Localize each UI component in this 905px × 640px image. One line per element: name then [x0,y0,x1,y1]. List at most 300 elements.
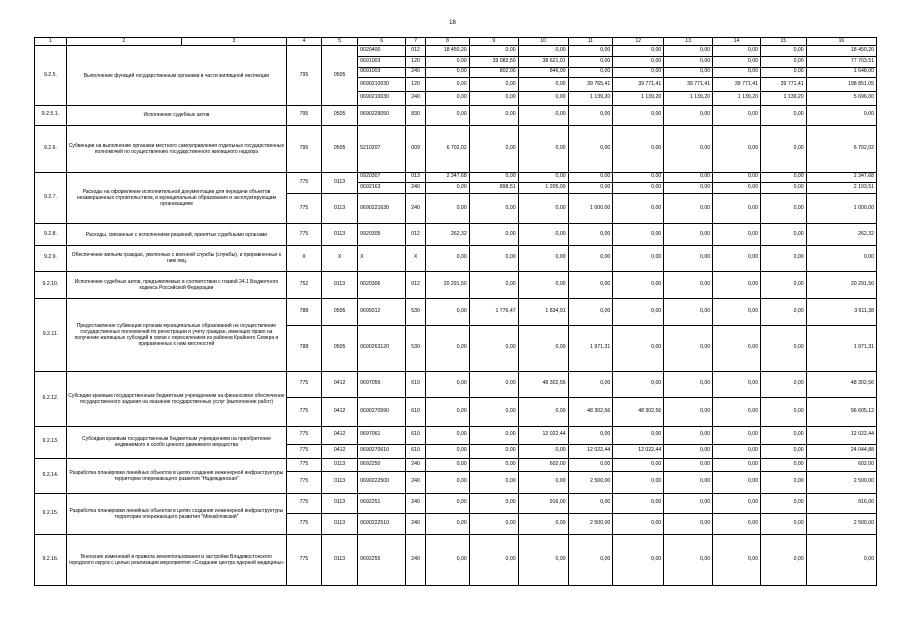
amount-cell: 0,00 [469,78,518,92]
amount-cell: 1 971,31 [568,326,613,372]
amount-cell: 0,00 [426,534,470,585]
table-row [35,172,877,183]
amount-cell: 0,00 [426,458,470,472]
amount-cell: 0,00 [469,472,518,493]
kbk-code-cell: 0020306 [358,272,406,298]
amount-cell: 0,00 [760,183,806,194]
amount-cell: 39 771,41 [664,78,713,92]
amount-cell: 0,00 [568,125,613,172]
ministry-code-cell: 795 [286,105,321,125]
item-number-cell: 9.2.5. [35,46,67,105]
amount-cell: 0,00 [568,105,613,125]
kbk-code-cell: 0690222500 [358,472,406,493]
amount-cell: 0,00 [713,371,761,397]
expense-type-cell: 610 [406,444,426,458]
amount-cell: 39 771,41 [760,78,806,92]
amount-cell: 0,00 [426,398,470,427]
expense-type-cell: 240 [406,67,426,78]
amount-cell: 6 702,02 [426,125,470,172]
expense-type-cell: 240 [406,183,426,194]
amount-cell: 96 605,12 [806,398,876,427]
amount-cell: 0,00 [568,57,613,68]
amount-cell: 0,00 [469,398,518,427]
amount-cell: 1 648,00 [806,67,876,78]
amount-cell: 0,00 [469,46,518,57]
amount-cell: 0,00 [713,67,761,78]
amount-cell: 0,00 [469,272,518,298]
amount-cell: 0,00 [806,105,876,125]
amount-cell: 0,00 [469,534,518,585]
amount-cell: 0,00 [664,105,713,125]
amount-cell: 0,00 [469,105,518,125]
amount-cell: 0,00 [426,245,470,271]
amount-cell: 0,00 [664,193,713,224]
expense-type-cell: 240 [406,534,426,585]
page-number: 18 [449,20,456,26]
amount-cell: 0,00 [568,46,613,57]
amount-cell: 0,00 [568,245,613,271]
amount-cell: 0,00 [613,46,664,57]
amount-cell: 0,00 [426,472,470,493]
item-description-cell: Исполнение судебных актов [66,105,286,125]
amount-cell: 1 971,31 [806,326,876,372]
amount-cell: 846,00 [518,67,568,78]
amount-cell: 0,00 [664,183,713,194]
amount-cell: 0,00 [664,534,713,585]
amount-cell: 0,00 [568,272,613,298]
amount-cell: 0,00 [664,57,713,68]
amount-cell: 0,00 [518,224,568,245]
header-cell: 3 [181,38,286,46]
amount-cell: 1 000,00 [806,193,876,224]
amount-cell: 0,00 [568,224,613,245]
item-description-cell: Расходы, связанные с исполнением решений, принятых судебными органами [66,224,286,245]
amount-cell: 0,00 [518,472,568,493]
amount-cell: 0,00 [664,444,713,458]
amount-cell: 77 703,51 [806,57,876,68]
expense-type-cell: 240 [406,92,426,106]
header-row [35,38,877,46]
amount-cell: 2 500,00 [568,513,613,534]
amount-cell: 2 103,51 [806,183,876,194]
amount-cell: 0,00 [613,493,664,513]
amount-cell: 0,00 [518,444,568,458]
ministry-code-cell: 775 [286,193,321,224]
table-row [35,298,877,326]
amount-cell: 0,00 [518,46,568,57]
section-code-cell: 0412 [322,371,358,397]
amount-cell: 0,00 [760,398,806,427]
ministry-code-cell: 775 [286,224,321,245]
expense-type-cell: 240 [406,472,426,493]
amount-cell: 1 139,20 [713,92,761,106]
amount-cell: 0,00 [713,105,761,125]
amount-cell: 0,00 [664,472,713,493]
item-number-cell: 9.2.16. [35,534,67,585]
amount-cell: 0,00 [664,326,713,372]
amount-cell: 0,00 [760,326,806,372]
amount-cell: 1 776,47 [469,298,518,326]
amount-cell: 0,00 [713,245,761,271]
kbk-code-cell: 0697059 [358,371,406,397]
amount-cell: 0,00 [613,67,664,78]
amount-cell: 20 291,50 [426,272,470,298]
amount-cell: 0,00 [613,245,664,271]
amount-cell: 18 450,20 [426,46,470,57]
item-number-cell: 9.2.15. [35,493,67,534]
amount-cell: 0,00 [713,46,761,57]
amount-cell: 12 022,44 [806,426,876,444]
section-code-cell: 0113 [322,472,358,493]
amount-cell: 0,00 [469,224,518,245]
table-row [35,493,877,513]
amount-cell: 0,00 [469,458,518,472]
expense-type-cell: 530 [406,298,426,326]
amount-cell: 1 139,20 [664,92,713,106]
amount-cell: 802,00 [469,67,518,78]
amount-cell: 0,00 [613,534,664,585]
section-code-cell: 0505 [322,125,358,172]
section-code-cell: 0505 [322,326,358,372]
amount-cell: 0,00 [713,224,761,245]
header-cell: 6 [358,38,406,46]
amount-cell: 0,00 [469,193,518,224]
item-number-cell: 9.2.7. [35,172,67,224]
section-code-cell: 0113 [322,193,358,224]
amount-cell: 0,00 [568,426,613,444]
amount-cell: 0,00 [664,513,713,534]
kbk-code-cell: 0697061 [358,426,406,444]
section-code-cell: 0113 [322,493,358,513]
amount-cell: 0,00 [664,245,713,271]
amount-cell: 602,00 [806,458,876,472]
kbk-code-cell: 0020400 [358,46,406,57]
amount-cell: 0,00 [760,224,806,245]
table-row [35,224,877,245]
amount-cell: 0,00 [518,78,568,92]
ministry-code-cell: 775 [286,493,321,513]
amount-cell: 12 022,44 [613,444,664,458]
kbk-code-cell: 0691003 [358,67,406,78]
expense-type-cell: 530 [406,326,426,372]
amount-cell: 0,00 [469,444,518,458]
item-description-cell: Разработка планировки линейных объектов в целях создания инженерной инфраструктуры территории опережающего развития "Михайловский" [66,493,286,534]
amount-cell: 0,00 [713,534,761,585]
item-description-cell: Субвенции на выполнение органами местного самоуправления отдельных государственных полномочий по осуществлению государственного жилищного надзора [66,125,286,172]
header-cell: 16 [806,38,876,46]
amount-cell: 20 291,50 [806,272,876,298]
amount-cell: 0,00 [469,426,518,444]
section-code-cell: 0113 [322,224,358,245]
amount-cell: 1 139,20 [613,92,664,106]
item-number-cell: 9.2.10. [35,272,67,298]
amount-cell: 0,00 [664,298,713,326]
amount-cell: 898,51 [469,183,518,194]
amount-cell: 0,00 [613,272,664,298]
amount-cell: 0,00 [613,172,664,183]
amount-cell: 2 500,00 [806,472,876,493]
amount-cell: 0,00 [613,371,664,397]
amount-cell: 0,00 [664,493,713,513]
amount-cell: 262,32 [806,224,876,245]
header-cell: 10 [518,38,568,46]
amount-cell: 0,00 [469,245,518,271]
amount-cell: 6 702,02 [806,125,876,172]
header-cell: 1 [35,38,67,46]
amount-cell: 0,00 [760,534,806,585]
amount-cell: 0,00 [469,125,518,172]
header-cell: 11 [568,38,613,46]
item-description-cell: Исполнение судебных актов, предъявляемых в соответствии с главой 24.1 Бюджетного кодекса Российской Федерации [66,272,286,298]
amount-cell: 0,00 [713,298,761,326]
amount-cell: 2 500,00 [806,513,876,534]
amount-cell: 916,00 [518,493,568,513]
amount-cell: 916,00 [806,493,876,513]
budget-table [34,37,877,586]
amount-cell: 0,00 [613,105,664,125]
amount-cell: 0,00 [664,371,713,397]
amount-cell: 0,00 [713,183,761,194]
amount-cell: 0,00 [760,245,806,271]
amount-cell: 0,00 [568,67,613,78]
amount-cell: 0,00 [568,298,613,326]
amount-cell: 1 205,00 [518,183,568,194]
amount-cell: 0,00 [760,105,806,125]
amount-cell: 0,00 [760,67,806,78]
amount-cell: 0,00 [613,193,664,224]
amount-cell: 0,00 [664,272,713,298]
kbk-code-cell: 0699312 [358,298,406,326]
amount-cell: 12 022,44 [518,426,568,444]
ministry-code-cell: 775 [286,534,321,585]
amount-cell: 0,00 [713,272,761,298]
amount-cell: 38 621,01 [518,57,568,68]
amount-cell: 1 000,00 [568,193,613,224]
amount-cell: 0,00 [426,193,470,224]
table-row [35,105,877,125]
item-description-cell: Обеспечение жильем граждан, уволенных с военной службы (службы), и приравненных к ним лиц [66,245,286,271]
expense-type-cell: 120 [406,78,426,92]
amount-cell: 0,00 [613,458,664,472]
header-cell: 2 [66,38,181,46]
amount-cell: 0,00 [518,534,568,585]
amount-cell: 0,00 [613,513,664,534]
amount-cell: 0,00 [806,245,876,271]
amount-cell: 0,00 [518,398,568,427]
section-code-cell: 0113 [322,513,358,534]
amount-cell: 2 347,68 [426,172,470,183]
amount-cell: 0,00 [713,193,761,224]
expense-type-cell: 610 [406,371,426,397]
expense-type-cell: 240 [406,458,426,472]
amount-cell: 0,00 [713,472,761,493]
expense-type-cell: X [406,245,426,271]
amount-cell: 1 139,20 [568,92,613,106]
amount-cell: 0,00 [426,493,470,513]
amount-cell: 0,00 [806,534,876,585]
section-code-cell: 0113 [322,172,358,193]
amount-cell: 0,00 [518,172,568,183]
amount-cell: 1 834,91 [518,298,568,326]
amount-cell: 0,00 [760,493,806,513]
amount-cell: 0,00 [518,193,568,224]
amount-cell: 0,00 [426,298,470,326]
amount-cell: 0,00 [426,183,470,194]
section-code-cell: 0412 [322,398,358,427]
amount-cell: 0,00 [664,426,713,444]
section-code-cell: 0412 [322,444,358,458]
item-description-cell: Субсидии краевым государственным бюджетным учреждениям на приобретение недвижимого и особо ценного движимого имущества [66,426,286,458]
item-number-cell: 9.2.8. [35,224,67,245]
amount-cell: 0,00 [568,493,613,513]
amount-cell: 0,00 [760,272,806,298]
amount-cell: 0,00 [518,513,568,534]
ministry-code-cell: 775 [286,444,321,458]
item-number-cell: 9.2.11. [35,298,67,371]
amount-cell: 39 771,41 [713,78,761,92]
table-row [35,125,877,172]
header-cell: 4 [286,38,321,46]
ministry-code-cell: 775 [286,398,321,427]
amount-cell: 0,00 [664,398,713,427]
amount-cell: 0,00 [713,398,761,427]
amount-cell: 24 044,88 [806,444,876,458]
ministry-code-cell: 752 [286,272,321,298]
ministry-code-cell: 775 [286,458,321,472]
expense-type-cell: 240 [406,513,426,534]
item-number-cell: 9.2.13. [35,426,67,458]
kbk-code-cell: 0690229050 [358,105,406,125]
item-description-cell: Расходы на оформление исполнительной документации для передачи объектов незавершенных строительством, в муниципальные образования и эксплуатирующим организациям [66,172,286,224]
expense-type-cell: 120 [406,57,426,68]
section-code-cell: X [322,245,358,271]
header-cell: 9 [469,38,518,46]
amount-cell: 0,00 [713,458,761,472]
amount-cell: 0,00 [713,513,761,534]
amount-cell: 48 302,56 [613,398,664,427]
amount-cell: 18 450,20 [806,46,876,57]
amount-cell: 0,00 [713,125,761,172]
kbk-code-cell: X [358,245,406,271]
kbk-code-cell: 0692250 [358,458,406,472]
amount-cell: 0,00 [760,298,806,326]
amount-cell: 0,00 [426,105,470,125]
amount-cell: 0,00 [760,125,806,172]
kbk-code-cell: 0690270610 [358,444,406,458]
header-cell: 13 [664,38,713,46]
kbk-code-cell: 0690221630 [358,193,406,224]
ministry-code-cell: 788 [286,326,321,372]
amount-cell: 0,00 [760,426,806,444]
amount-cell: 0,00 [518,326,568,372]
item-number-cell: 9.2.9. [35,245,67,271]
amount-cell: 0,00 [426,513,470,534]
kbk-code-cell: 0690263120 [358,326,406,372]
amount-cell: 0,00 [613,125,664,172]
item-description-cell: Разработка планировки линейных объектов в целях создания инженерной инфраструктуры территории опережающего развития "Надеждинская" [66,458,286,493]
amount-cell: 0,00 [760,513,806,534]
amount-cell: 0,00 [518,245,568,271]
ministry-code-cell: 775 [286,172,321,193]
kbk-code-cell: 0692251 [358,493,406,513]
ministry-code-cell: 795 [286,125,321,172]
amount-cell: 0,00 [713,444,761,458]
section-code-cell: 0113 [322,458,358,472]
expense-type-cell: 012 [406,272,426,298]
amount-cell: 48 302,56 [806,371,876,397]
kbk-code-cell: 0690210030 [358,78,406,92]
amount-cell: 602,00 [518,458,568,472]
table-row [35,458,877,472]
ministry-code-cell: 775 [286,472,321,493]
amount-cell: 0,00 [469,172,518,183]
table-row [35,371,877,397]
amount-cell: 0,00 [664,172,713,183]
amount-cell: 0,00 [568,172,613,183]
table-row [35,245,877,271]
amount-cell: 0,00 [613,472,664,493]
kbk-code-cell: 0690270590 [358,398,406,427]
amount-cell: 0,00 [760,46,806,57]
amount-cell: 3 611,38 [806,298,876,326]
amount-cell: 48 302,56 [518,371,568,397]
section-code-cell: 0113 [322,534,358,585]
amount-cell: 0,00 [664,224,713,245]
ministry-code-cell: 788 [286,298,321,326]
expense-type-cell: 012 [406,224,426,245]
amount-cell: 39 765,41 [568,78,613,92]
amount-cell: 0,00 [664,458,713,472]
amount-cell: 0,00 [613,426,664,444]
table-row [35,534,877,585]
section-code-cell: 0505 [322,105,358,125]
amount-cell: 0,00 [664,46,713,57]
amount-cell: 39 771,41 [613,78,664,92]
amount-cell: 0,00 [613,57,664,68]
amount-cell: 0,00 [568,371,613,397]
item-number-cell: 9.2.14. [35,458,67,493]
kbk-code-cell: 0920305 [358,224,406,245]
amount-cell: 0,00 [664,67,713,78]
table-row [35,272,877,298]
amount-cell: 0,00 [613,326,664,372]
amount-cell: 0,00 [518,272,568,298]
expense-type-cell: 610 [406,426,426,444]
header-cell: 5 [322,38,358,46]
section-code-cell: 0505 [322,46,358,105]
amount-cell: 0,00 [568,534,613,585]
header-cell: 14 [713,38,761,46]
expense-type-cell: 240 [406,493,426,513]
expense-type-cell: 240 [406,193,426,224]
amount-cell: 0,00 [469,493,518,513]
expense-type-cell: 009 [406,125,426,172]
amount-cell: 1 139,20 [760,92,806,106]
amount-cell: 0,00 [760,193,806,224]
amount-cell: 0,00 [760,57,806,68]
amount-cell: 39 082,50 [469,57,518,68]
item-description-cell: Внесение изменений в правила землепользования и застройки Владивостокского городского округа с целью реализации мероприятия «Создание центра ядерной медицины» [66,534,286,585]
amount-cell: 0,00 [426,326,470,372]
amount-cell: 0,00 [469,92,518,106]
amount-cell: 0,00 [469,371,518,397]
kbk-code-cell: 5210207 [358,125,406,172]
amount-cell: 0,00 [518,92,568,106]
header-cell: 15 [760,38,806,46]
section-code-cell: 0412 [322,426,358,444]
amount-cell: 0,00 [426,444,470,458]
item-number-cell: 9.2.12. [35,371,67,426]
